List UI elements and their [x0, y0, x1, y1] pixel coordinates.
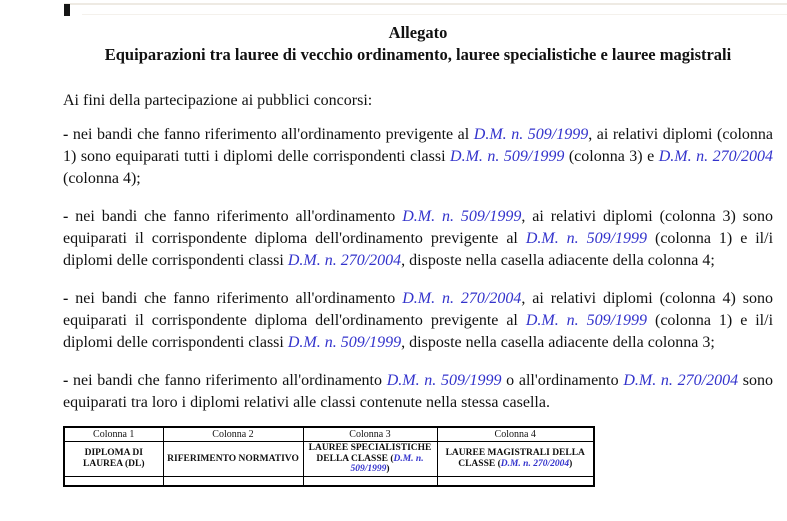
title-block [63, 22, 773, 66]
paragraph-4 [63, 370, 773, 414]
corner-mark-artifact [64, 4, 70, 16]
table-header-colonna-4: Colonna 4 [437, 427, 594, 442]
document-title: Allegato [388, 23, 448, 42]
paragraph-1 [63, 124, 773, 190]
cell-text: ) [569, 458, 573, 469]
cell-text: LAUREE MAGISTRALI DELLA CLASSE ( [445, 448, 585, 469]
table-cell-empty [303, 476, 437, 486]
table-cell-empty [437, 476, 594, 486]
document-content [63, 22, 773, 487]
dm-link[interactable]: D.M. n. 509/1999 [350, 453, 424, 474]
paragraph-text: , disposte nella casella adiacente della colonna 3; [401, 334, 715, 351]
dm-link[interactable]: D.M. n. 509/1999 [525, 312, 648, 329]
table-header-colonna-2: Colonna 2 [163, 427, 303, 442]
table-header-colonna-1: Colonna 1 [64, 427, 163, 442]
dm-link[interactable]: D.M. n. 509/1999 [402, 208, 522, 225]
table-header-colonna-3: Colonna 3 [303, 427, 437, 442]
paragraph-2 [63, 206, 773, 272]
paragraph-text: , ai relativi diplomi (colonna 1) sono equiparati tutti i diplomi delle corrispondenti classi [63, 126, 773, 165]
bullet-dash: - [63, 372, 69, 389]
paragraph-text: , ai relativi diplomi (colonna 3) sono equiparati il corrispondente diploma dell'ordinamento previgente al [63, 208, 774, 247]
paragraph-text: nei bandi che fanno riferimento all'ordinamento [68, 372, 387, 389]
paragraph-text: (colonna 1) e il/i diplomi delle corrispondenti classi [63, 312, 774, 351]
dm-link[interactable]: D.M. n. 509/1999 [473, 126, 589, 143]
table-row [64, 442, 594, 477]
table-cell-diploma-di-laurea: DIPLOMA DI LAUREA (DL) [64, 442, 163, 477]
cell-text: LAUREE SPECIALISTICHE DELLA CLASSE ( [308, 443, 432, 464]
bullet-dash: - [63, 208, 69, 225]
intro-text: Ai fini della partecipazione ai pubblici concorsi: [63, 92, 373, 109]
table-cell-lauree-magistrali [437, 442, 594, 477]
paragraph-text: sono equiparati tra loro i diplomi relativi alle classi contenute nella stessa casella. [63, 372, 774, 411]
document-subtitle: Equiparazioni tra lauree di vecchio ordinamento, lauree specialistiche e lauree magistrali [104, 45, 732, 64]
dm-link[interactable]: D.M. n. 270/2004 [500, 458, 570, 469]
dm-link[interactable]: D.M. n. 509/1999 [386, 372, 502, 389]
paragraph-text: (colonna 4); [63, 170, 141, 187]
dm-link[interactable]: D.M. n. 509/1999 [287, 334, 402, 351]
paragraph-text: (colonna 1) e il/i diplomi delle corrispondenti classi [63, 230, 774, 269]
dm-link[interactable]: D.M. n. 270/2004 [402, 290, 522, 307]
table-cell-riferimento-normativo: RIFERIMENTO NORMATIVO [163, 442, 303, 477]
paragraph-text: nei bandi che fanno riferimento all'ordinamento [68, 290, 403, 307]
table-cell-empty [163, 476, 303, 486]
dm-link[interactable]: D.M. n. 270/2004 [287, 252, 402, 269]
table-header-row [64, 427, 594, 442]
paragraph-text: o all'ordinamento [501, 372, 624, 389]
paragraph-text: (colonna 3) e [564, 148, 659, 165]
top-border-artifact [64, 3, 787, 5]
paragraph-text: , disposte nella casella adiacente della colonna 4; [401, 252, 715, 269]
dm-link[interactable]: D.M. n. 270/2004 [623, 372, 739, 389]
dm-link[interactable]: D.M. n. 270/2004 [658, 148, 774, 165]
top-border-artifact-2 [82, 14, 787, 15]
bullet-dash: - [63, 290, 69, 307]
equivalence-table [63, 426, 595, 487]
paragraph-text: nei bandi che fanno riferimento all'ordinamento [68, 208, 403, 225]
bullet-dash: - [63, 126, 69, 143]
cell-text: ) [386, 464, 390, 474]
paragraph-text: nei bandi che fanno riferimento all'ordinamento previgente al [68, 126, 474, 143]
table-cell-lauree-specialistiche [303, 442, 437, 477]
paragraph-text: , ai relativi diplomi (colonna 4) sono equiparati il corrispondente diploma dell'ordinamento previgente al [63, 290, 774, 329]
table-cell-empty [64, 476, 163, 486]
paragraph-3 [63, 288, 773, 354]
dm-link[interactable]: D.M. n. 509/1999 [525, 230, 648, 247]
dm-link[interactable]: D.M. n. 509/1999 [450, 148, 565, 165]
table-row-partial [64, 476, 594, 486]
